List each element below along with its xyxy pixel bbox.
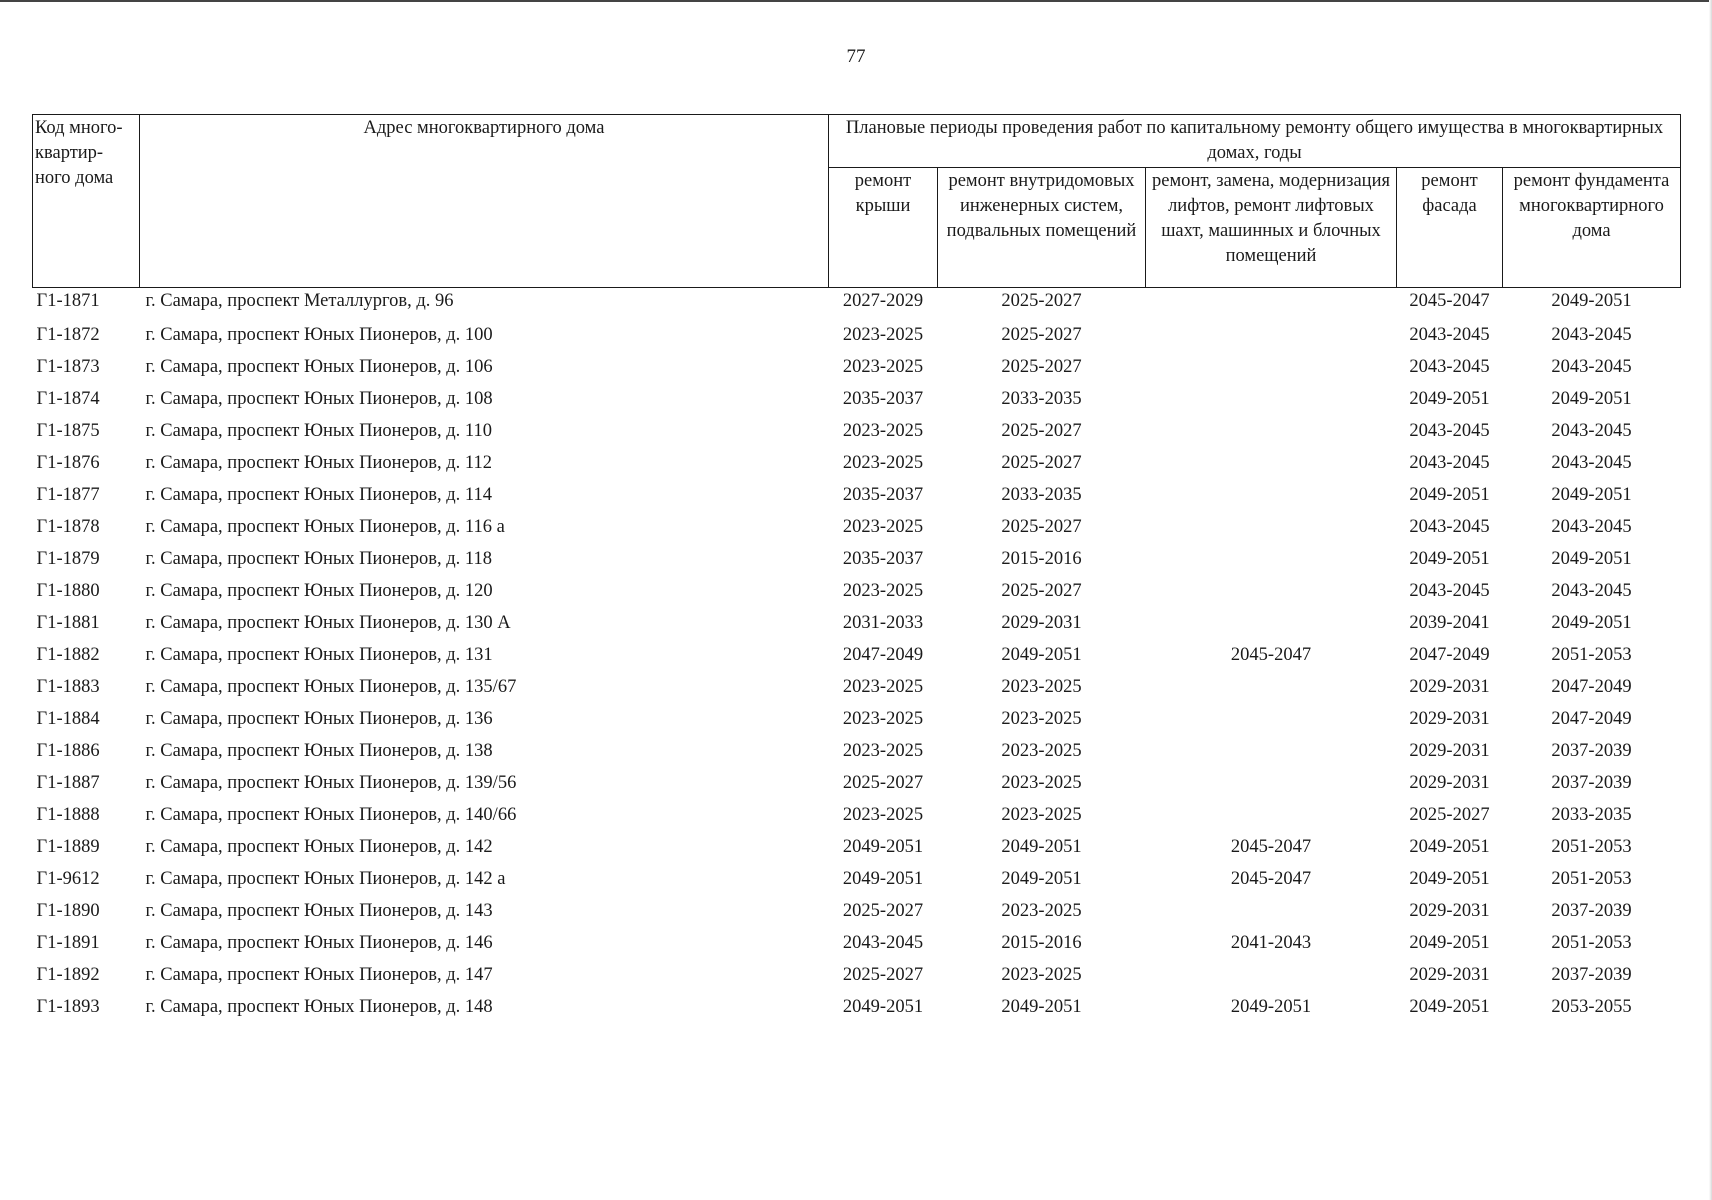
roof-period-cell: 2025-2027 (842, 772, 924, 793)
foundation-period-cell: 2049-2051 (1551, 548, 1632, 569)
address-cell: г. Самара, проспект Юных Пионеров, д. 100 (145, 324, 493, 345)
facade-period-cell: 2049-2051 (1409, 932, 1490, 953)
house-code-cell: Г1-1886 (36, 740, 100, 761)
lift-period-cell (1146, 415, 1397, 447)
house-code-cell: Г1-1872 (36, 324, 100, 345)
house-code-cell: Г1-9612 (36, 868, 100, 889)
table-row (33, 671, 1681, 703)
engineering-period-cell: 2023-2025 (1001, 740, 1082, 761)
address-cell: г. Самара, проспект Юных Пионеров, д. 106 (145, 356, 493, 377)
table-row (33, 863, 1681, 895)
house-code-cell: Г1-1893 (36, 996, 100, 1017)
facade-period-cell: 2049-2051 (1409, 484, 1490, 505)
header-facade-repair: ремонт фасада (1397, 168, 1503, 288)
lift-period-cell (1146, 959, 1397, 991)
engineering-period-cell: 2049-2051 (1001, 868, 1082, 889)
house-code-cell: Г1-1871 (36, 291, 100, 311)
lift-period-cell (1146, 671, 1397, 703)
lift-period-cell (1146, 895, 1397, 927)
house-code-cell: Г1-1879 (36, 548, 100, 569)
house-code-cell: Г1-1874 (36, 388, 100, 409)
table-row (33, 735, 1681, 767)
foundation-period-cell: 2049-2051 (1551, 388, 1632, 409)
house-code-cell: Г1-1880 (36, 580, 100, 601)
foundation-period-cell: 2043-2045 (1551, 420, 1632, 441)
lift-period-cell (1146, 479, 1397, 511)
house-code-cell: Г1-1887 (36, 772, 100, 793)
engineering-period-cell: 2015-2016 (1001, 932, 1082, 953)
roof-period-cell: 2023-2025 (842, 356, 924, 377)
page-number: 77 (846, 46, 866, 67)
foundation-period-cell: 2049-2051 (1551, 291, 1632, 311)
address-cell: г. Самара, проспект Юных Пионеров, д. 142 а (145, 868, 506, 889)
facade-period-cell: 2043-2045 (1409, 516, 1490, 537)
foundation-period-cell: 2047-2049 (1551, 676, 1632, 697)
facade-period-cell: 2029-2031 (1409, 740, 1490, 761)
address-cell: г. Самара, проспект Юных Пионеров, д. 130 А (145, 612, 511, 633)
engineering-period-cell: 2025-2027 (1001, 324, 1082, 345)
lift-period-cell (1146, 383, 1397, 415)
house-code-cell: Г1-1882 (36, 644, 100, 665)
facade-period-cell: 2043-2045 (1409, 356, 1490, 377)
address-cell: г. Самара, проспект Юных Пионеров, д. 110 (145, 420, 492, 441)
engineering-period-cell: 2023-2025 (1001, 708, 1082, 729)
foundation-period-cell: 2053-2055 (1551, 996, 1632, 1017)
header-roof-repair: ремонт крыши (829, 168, 938, 288)
address-cell: г. Самара, проспект Юных Пионеров, д. 120 (145, 580, 493, 601)
house-code-cell: Г1-1875 (36, 420, 100, 441)
engineering-period-cell: 2023-2025 (1001, 804, 1082, 825)
house-code-cell: Г1-1873 (36, 356, 100, 377)
table-row (33, 639, 1681, 671)
table-row (33, 799, 1681, 831)
house-code-cell: Г1-1892 (36, 964, 100, 985)
table-row (33, 991, 1681, 1023)
lift-period-cell (1146, 319, 1397, 351)
table-row (33, 767, 1681, 799)
facade-period-cell: 2029-2031 (1409, 708, 1490, 729)
facade-period-cell: 2049-2051 (1409, 836, 1490, 857)
lift-period-cell (1146, 607, 1397, 639)
lift-period-cell (1146, 543, 1397, 575)
lift-period-cell (1146, 351, 1397, 383)
header-planned-periods: Плановые периоды проведения работ по капитальному ремонту общего имущества в многоквартирных домах, годы (829, 115, 1681, 168)
engineering-period-cell: 2025-2027 (1001, 516, 1082, 537)
house-code-cell: Г1-1877 (36, 484, 100, 505)
lift-period-cell (1146, 575, 1397, 607)
facade-period-cell: 2029-2031 (1409, 900, 1490, 921)
lift-period-cell (1146, 735, 1397, 767)
roof-period-cell: 2049-2051 (842, 836, 924, 857)
address-cell: г. Самара, проспект Юных Пионеров, д. 114 (145, 484, 492, 505)
table-body (33, 288, 1681, 1024)
engineering-period-cell: 2025-2027 (1001, 356, 1082, 377)
engineering-period-cell: 2023-2025 (1001, 964, 1082, 985)
roof-period-cell: 2025-2027 (842, 900, 924, 921)
facade-period-cell: 2025-2027 (1409, 804, 1490, 825)
foundation-period-cell: 2037-2039 (1551, 772, 1632, 793)
table-header (33, 115, 1681, 288)
house-code-cell: Г1-1876 (36, 452, 100, 473)
lift-period-cell: 2045-2047 (1230, 644, 1312, 665)
engineering-period-cell: 2023-2025 (1001, 772, 1082, 793)
address-cell: г. Самара, проспект Юных Пионеров, д. 112 (145, 452, 492, 473)
roof-period-cell: 2023-2025 (842, 516, 924, 537)
table-row (33, 927, 1681, 959)
table-row (33, 575, 1681, 607)
roof-period-cell: 2023-2025 (842, 804, 924, 825)
header-address: Адрес многоквартирного дома (140, 115, 829, 288)
engineering-period-cell: 2033-2035 (1001, 484, 1082, 505)
engineering-period-cell: 2023-2025 (1001, 676, 1082, 697)
facade-period-cell: 2029-2031 (1409, 772, 1490, 793)
table-row (33, 607, 1681, 639)
foundation-period-cell: 2049-2051 (1551, 612, 1632, 633)
lift-period-cell: 2049-2051 (1230, 996, 1312, 1017)
foundation-period-cell: 2037-2039 (1551, 964, 1632, 985)
engineering-period-cell: 2025-2027 (1001, 291, 1082, 311)
table-row (33, 959, 1681, 991)
foundation-period-cell: 2049-2051 (1551, 484, 1632, 505)
foundation-period-cell: 2043-2045 (1551, 324, 1632, 345)
table-row (33, 319, 1681, 351)
roof-period-cell: 2049-2051 (842, 868, 924, 889)
roof-period-cell: 2023-2025 (842, 452, 924, 473)
address-cell: г. Самара, проспект Юных Пионеров, д. 148 (145, 996, 493, 1017)
table-row (33, 351, 1681, 383)
engineering-period-cell: 2049-2051 (1001, 644, 1082, 665)
facade-period-cell: 2043-2045 (1409, 580, 1490, 601)
engineering-period-cell: 2029-2031 (1001, 612, 1082, 633)
foundation-period-cell: 2037-2039 (1551, 900, 1632, 921)
facade-period-cell: 2043-2045 (1409, 324, 1490, 345)
roof-period-cell: 2049-2051 (842, 996, 924, 1017)
foundation-period-cell: 2051-2053 (1551, 932, 1632, 953)
roof-period-cell: 2035-2037 (842, 484, 924, 505)
engineering-period-cell: 2015-2016 (1001, 548, 1082, 569)
foundation-period-cell: 2043-2045 (1551, 452, 1632, 473)
house-code-cell: Г1-1889 (36, 836, 100, 857)
foundation-period-cell: 2047-2049 (1551, 708, 1632, 729)
lift-period-cell: 2041-2043 (1230, 932, 1312, 953)
house-code-cell: Г1-1878 (36, 516, 100, 537)
capital-repair-table (32, 114, 1681, 1023)
engineering-period-cell: 2025-2027 (1001, 420, 1082, 441)
scan-top-edge (0, 0, 1712, 2)
header-lift-repair: ремонт, замена, модернизация лифтов, ремонт лифтовых шахт, машинных и блочных помещений (1146, 168, 1397, 288)
address-cell: г. Самара, проспект Юных Пионеров, д. 131 (145, 644, 493, 665)
address-cell: г. Самара, проспект Юных Пионеров, д. 139/56 (145, 772, 517, 793)
lift-period-cell (1146, 767, 1397, 799)
lift-period-cell (1146, 799, 1397, 831)
foundation-period-cell: 2051-2053 (1551, 644, 1632, 665)
address-cell: г. Самара, проспект Юных Пионеров, д. 136 (145, 708, 493, 729)
address-cell: г. Самара, проспект Юных Пионеров, д. 135/67 (145, 676, 517, 697)
facade-period-cell: 2039-2041 (1409, 612, 1490, 633)
table-row (33, 831, 1681, 863)
lift-period-cell (1146, 511, 1397, 543)
foundation-period-cell: 2033-2035 (1551, 804, 1632, 825)
roof-period-cell: 2023-2025 (842, 324, 924, 345)
foundation-period-cell: 2043-2045 (1551, 516, 1632, 537)
foundation-period-cell: 2043-2045 (1551, 580, 1632, 601)
roof-period-cell: 2027-2029 (842, 291, 924, 311)
engineering-period-cell: 2023-2025 (1001, 900, 1082, 921)
address-cell: г. Самара, проспект Юных Пионеров, д. 140/66 (145, 804, 517, 825)
header-house-code: Код много-квартир-ного дома (33, 115, 140, 288)
table-row (33, 383, 1681, 415)
lift-period-cell: 2045-2047 (1230, 868, 1312, 889)
table-row (33, 511, 1681, 543)
address-cell: г. Самара, проспект Юных Пионеров, д. 142 (145, 836, 493, 857)
table-row (33, 415, 1681, 447)
engineering-period-cell: 2049-2051 (1001, 996, 1082, 1017)
address-cell: г. Самара, проспект Металлургов, д. 96 (145, 291, 454, 311)
lift-period-cell (1146, 703, 1397, 735)
roof-period-cell: 2035-2037 (842, 388, 924, 409)
roof-period-cell: 2035-2037 (842, 548, 924, 569)
roof-period-cell: 2023-2025 (842, 676, 924, 697)
header-engineering-systems-repair: ремонт внутридомовых инженерных систем, подвальных помещений (938, 168, 1146, 288)
foundation-period-cell: 2037-2039 (1551, 740, 1632, 761)
table-row (33, 288, 1681, 320)
table-row (33, 895, 1681, 927)
roof-period-cell: 2023-2025 (842, 580, 924, 601)
facade-period-cell: 2049-2051 (1409, 996, 1490, 1017)
facade-period-cell: 2029-2031 (1409, 676, 1490, 697)
roof-period-cell: 2031-2033 (842, 612, 924, 633)
address-cell: г. Самара, проспект Юных Пионеров, д. 118 (145, 548, 492, 569)
house-code-cell: Г1-1883 (36, 676, 100, 697)
facade-period-cell: 2049-2051 (1409, 868, 1490, 889)
engineering-period-cell: 2025-2027 (1001, 580, 1082, 601)
header-foundation-repair: ремонт фундамента многоквартирного дома (1503, 168, 1681, 288)
foundation-period-cell: 2051-2053 (1551, 868, 1632, 889)
roof-period-cell: 2023-2025 (842, 420, 924, 441)
roof-period-cell: 2043-2045 (842, 932, 924, 953)
foundation-period-cell: 2043-2045 (1551, 356, 1632, 377)
engineering-period-cell: 2049-2051 (1001, 836, 1082, 857)
facade-period-cell: 2049-2051 (1409, 548, 1490, 569)
table-row (33, 479, 1681, 511)
roof-period-cell: 2047-2049 (842, 644, 924, 665)
engineering-period-cell: 2033-2035 (1001, 388, 1082, 409)
table-row (33, 703, 1681, 735)
house-code-cell: Г1-1881 (36, 612, 100, 633)
facade-period-cell: 2045-2047 (1409, 291, 1490, 311)
foundation-period-cell: 2051-2053 (1551, 836, 1632, 857)
engineering-period-cell: 2025-2027 (1001, 452, 1082, 473)
table-row (33, 543, 1681, 575)
facade-period-cell: 2047-2049 (1409, 644, 1490, 665)
facade-period-cell: 2049-2051 (1409, 388, 1490, 409)
address-cell: г. Самара, проспект Юных Пионеров, д. 146 (145, 932, 493, 953)
house-code-cell: Г1-1891 (36, 932, 100, 953)
address-cell: г. Самара, проспект Юных Пионеров, д. 147 (145, 964, 493, 985)
roof-period-cell: 2023-2025 (842, 740, 924, 761)
facade-period-cell: 2043-2045 (1409, 452, 1490, 473)
house-code-cell: Г1-1890 (36, 900, 100, 921)
facade-period-cell: 2029-2031 (1409, 964, 1490, 985)
lift-period-cell: 2045-2047 (1230, 836, 1312, 857)
roof-period-cell: 2025-2027 (842, 964, 924, 985)
house-code-cell: Г1-1888 (36, 804, 100, 825)
house-code-cell: Г1-1884 (36, 708, 100, 729)
address-cell: г. Самара, проспект Юных Пионеров, д. 116 а (145, 516, 505, 537)
facade-period-cell: 2043-2045 (1409, 420, 1490, 441)
address-cell: г. Самара, проспект Юных Пионеров, д. 108 (145, 388, 493, 409)
roof-period-cell: 2023-2025 (842, 708, 924, 729)
lift-period-cell (1146, 447, 1397, 479)
lift-period-cell (1146, 288, 1397, 320)
address-cell: г. Самара, проспект Юных Пионеров, д. 143 (145, 900, 493, 921)
table-row (33, 447, 1681, 479)
address-cell: г. Самара, проспект Юных Пионеров, д. 138 (145, 740, 493, 761)
